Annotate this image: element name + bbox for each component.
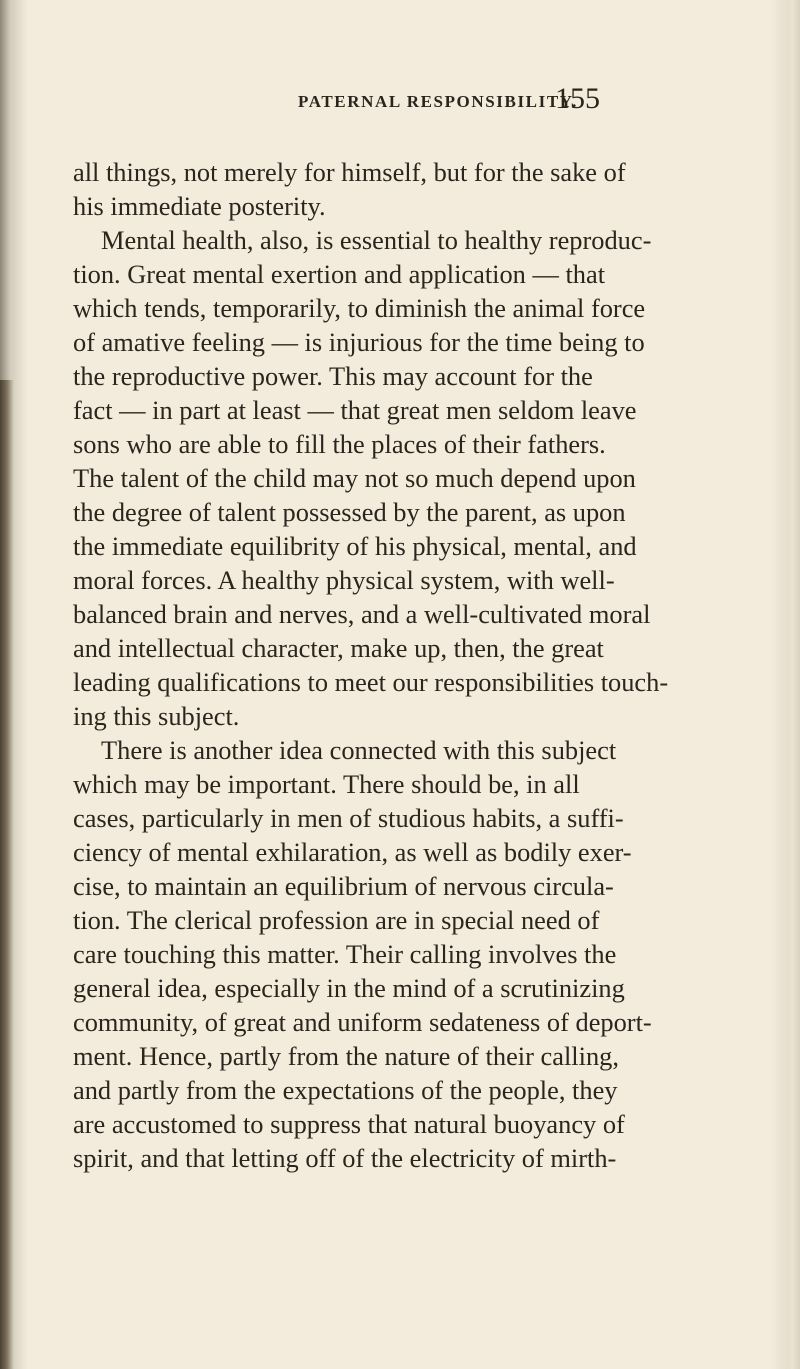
text-line: leading qualifications to meet our responsibilities touch- bbox=[73, 667, 669, 697]
page-header bbox=[298, 82, 758, 122]
text-line: community, of great and uniform sedateness of deport- bbox=[73, 1007, 652, 1037]
text-line: his immediate posterity. bbox=[73, 191, 326, 221]
text-line: ciency of mental exhilaration, as well as bodily exer- bbox=[73, 837, 632, 867]
text-line: which tends, temporarily, to diminish the animal force bbox=[73, 293, 646, 323]
page-edge bbox=[786, 0, 800, 1369]
text-line: moral forces. A healthy physical system, with well- bbox=[73, 565, 615, 595]
paragraph-start-line: There is another idea connected with this subject bbox=[101, 735, 617, 765]
text-line: the degree of talent possessed by the parent, as upon bbox=[73, 497, 626, 527]
text-line: the reproductive power. This may account for the bbox=[73, 361, 593, 391]
text-line: sons who are able to fill the places of their fathers. bbox=[73, 429, 606, 459]
text-line: which may be important. There should be, in all bbox=[73, 769, 580, 799]
text-line: ment. Hence, partly from the nature of their calling, bbox=[73, 1041, 619, 1071]
text-line: of amative feeling — is injurious for the time being to bbox=[73, 327, 645, 357]
text-line: ing this subject. bbox=[73, 701, 240, 731]
text-line: all things, not merely for himself, but for the sake of bbox=[73, 157, 626, 187]
text-line: are accustomed to suppress that natural buoyancy of bbox=[73, 1109, 625, 1139]
page-number: 155 bbox=[555, 82, 600, 115]
text-line: cise, to maintain an equilibrium of nervous circula- bbox=[73, 871, 614, 901]
text-line: and intellectual character, make up, then, the great bbox=[73, 633, 604, 663]
text-line: tion. Great mental exertion and application — that bbox=[73, 259, 606, 289]
text-line: balanced brain and nerves, and a well-cultivated moral bbox=[73, 599, 651, 629]
text-line: tion. The clerical profession are in special need of bbox=[73, 905, 600, 935]
text-line: the immediate equilibrity of his physical, mental, and bbox=[73, 531, 637, 561]
paragraph-start-line: Mental health, also, is essential to healthy reproduc- bbox=[101, 225, 652, 255]
text-line: and partly from the expectations of the people, they bbox=[73, 1075, 618, 1105]
text-line: cases, particularly in men of studious habits, a suffi- bbox=[73, 803, 624, 833]
text-line: spirit, and that letting off of the electricity of mirth- bbox=[73, 1143, 617, 1173]
text-line: The talent of the child may not so much depend upon bbox=[73, 463, 636, 493]
text-line: general idea, especially in the mind of a scrutinizing bbox=[73, 973, 625, 1003]
running-title: PATERNAL RESPONSIBILITY. bbox=[298, 92, 578, 111]
text-line: fact — in part at least — that great men seldom leave bbox=[73, 395, 637, 425]
text-line: care touching this matter. Their calling involves the bbox=[73, 939, 617, 969]
binding-shadow bbox=[0, 380, 14, 1369]
body-text bbox=[73, 155, 763, 1175]
